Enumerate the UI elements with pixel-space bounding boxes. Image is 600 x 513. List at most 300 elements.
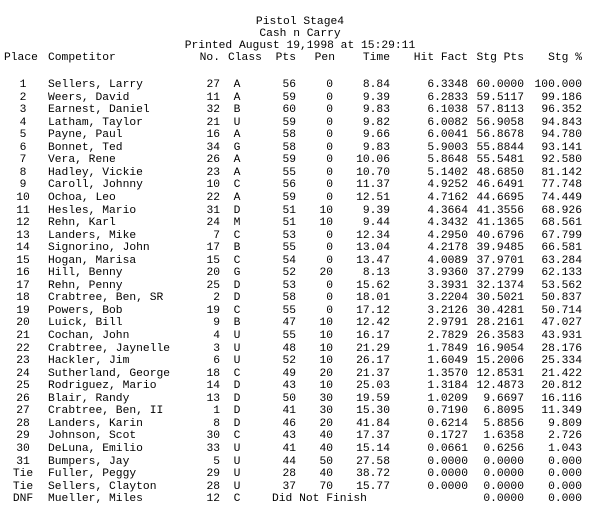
competitor-cell: Fuller, Peggy — [48, 468, 137, 481]
competitor-cell: Hackler, Jim — [48, 355, 130, 368]
stage-points-cell: 6.8095 — [483, 405, 524, 418]
hit-factor-cell: 4.2178 — [427, 242, 468, 255]
col-hit-fact: Hit Fact — [413, 52, 468, 64]
time-cell: 19.59 — [356, 392, 390, 405]
hit-factor-cell: 3.2204 — [427, 292, 468, 305]
competitor-cell: Rehn, Karl — [48, 217, 116, 230]
table-row — [0, 456, 600, 469]
table-row — [0, 255, 600, 268]
table-row — [0, 267, 600, 280]
place-cell: 30 — [16, 442, 30, 455]
table-row — [0, 405, 600, 418]
points-cell: 37 — [282, 480, 296, 493]
points-cell: 59 — [282, 91, 296, 104]
class-cell: U — [233, 355, 241, 368]
stage-percent-cell: 21.422 — [541, 367, 582, 380]
hit-factor-cell: 1.3184 — [427, 380, 468, 393]
competitor-cell: Mueller, Miles — [48, 493, 143, 506]
stage-points-cell: 1.6358 — [483, 430, 524, 443]
time-cell: 8.84 — [362, 79, 390, 91]
place-cell: 5 — [19, 129, 27, 142]
points-cell: 49 — [282, 367, 296, 380]
competitor-cell: Bonnet, Ted — [48, 141, 123, 154]
place-cell: 10 — [16, 191, 30, 204]
stage-points-cell: 55.8844 — [476, 141, 524, 154]
table-row — [0, 330, 600, 343]
hit-factor-cell: 5.1402 — [427, 166, 468, 179]
place-cell: 23 — [16, 355, 30, 368]
points-cell: 54 — [282, 254, 296, 267]
points-cell: 44 — [282, 455, 296, 468]
stage-points-cell: 41.3556 — [476, 204, 524, 217]
penalty-cell: 0 — [326, 129, 333, 142]
points-cell: 59 — [282, 154, 296, 167]
number-cell: 2 — [213, 292, 220, 305]
time-cell: 8.13 — [362, 267, 390, 280]
number-cell: 34 — [206, 141, 220, 154]
points-cell: 58 — [282, 129, 296, 142]
competitor-cell: Sellers, Larry — [48, 79, 143, 91]
class-cell: C — [233, 179, 241, 192]
class-cell: A — [233, 129, 241, 142]
place-cell: 7 — [19, 154, 27, 167]
time-cell: 16.17 — [356, 330, 390, 342]
number-cell: 24 — [206, 217, 220, 230]
penalty-cell: 20 — [319, 367, 333, 380]
points-cell: 43 — [282, 380, 296, 393]
stage-percent-cell: 11.349 — [541, 405, 582, 418]
stage-percent-cell: 96.352 — [541, 104, 582, 117]
stage-points-cell: 46.6491 — [476, 179, 524, 192]
competitor-cell: Vera, Rene — [48, 154, 116, 167]
hit-factor-cell: 1.7849 — [427, 342, 468, 355]
stage-percent-cell: 0.000 — [548, 480, 582, 493]
class-cell: D — [233, 380, 241, 393]
hit-factor-cell: 2.9791 — [427, 317, 468, 330]
penalty-cell: 50 — [319, 455, 333, 468]
stage-percent-cell: 0.000 — [548, 493, 582, 506]
stage-percent-cell: 81.142 — [541, 166, 582, 179]
place-cell: 1 — [19, 79, 27, 91]
stage-percent-cell: 25.334 — [541, 355, 582, 368]
number-cell: 15 — [206, 254, 220, 267]
penalty-cell: 10 — [319, 217, 333, 230]
place-cell: 24 — [16, 367, 30, 380]
time-cell: 12.51 — [356, 191, 390, 204]
stage-points-cell: 0.0000 — [483, 455, 524, 468]
penalty-cell: 0 — [326, 154, 333, 167]
class-cell: U — [233, 455, 241, 468]
table-row — [0, 192, 600, 205]
hit-factor-cell: 4.2950 — [427, 229, 468, 242]
stage-points-cell: 55.5481 — [476, 154, 524, 167]
class-cell: C — [233, 229, 241, 242]
competitor-cell: Hadley, Vickie — [48, 166, 143, 179]
hit-factor-cell: 0.0000 — [427, 480, 468, 493]
competitor-cell: DeLuna, Emilio — [48, 442, 143, 455]
points-cell: 53 — [282, 279, 296, 292]
points-cell: 51 — [282, 217, 296, 230]
hit-factor-cell: 4.3432 — [427, 217, 468, 230]
penalty-cell: 0 — [326, 191, 333, 204]
table-row — [0, 129, 600, 142]
points-cell: 55 — [282, 304, 296, 317]
class-cell: G — [233, 267, 241, 280]
time-cell: 10.70 — [356, 166, 390, 179]
number-cell: 22 — [206, 191, 220, 204]
time-cell: 18.01 — [356, 292, 390, 305]
stage-points-cell: 9.6697 — [483, 392, 524, 405]
stage-points-cell: 16.9054 — [476, 342, 524, 355]
stage-percent-cell: 66.581 — [541, 242, 582, 255]
stage-percent-cell: 9.809 — [548, 417, 582, 430]
time-cell: 27.58 — [356, 455, 390, 468]
stage-points-cell: 0.0000 — [483, 480, 524, 493]
competitor-cell: Cochan, John — [48, 330, 130, 342]
points-cell: 48 — [282, 342, 296, 355]
points-cell: 52 — [282, 355, 296, 368]
points-cell: 28 — [282, 468, 296, 481]
competitor-cell: Earnest, Daniel — [48, 104, 150, 117]
hit-factor-cell: 0.0000 — [427, 468, 468, 481]
time-cell: 15.77 — [356, 480, 390, 493]
stage-points-cell: 30.4281 — [476, 304, 524, 317]
competitor-cell: Crabtree, Ben, SR — [48, 292, 164, 305]
number-cell: 27 — [206, 79, 220, 91]
hit-factor-cell: 0.6214 — [427, 417, 468, 430]
hit-factor-cell: 2.7829 — [427, 330, 468, 342]
number-cell: 5 — [213, 455, 220, 468]
hit-factor-cell: 6.0041 — [427, 129, 468, 142]
competitor-cell: Hill, Benny — [48, 267, 123, 280]
class-cell: A — [233, 166, 241, 179]
place-cell: 28 — [16, 417, 30, 430]
hit-factor-cell: 3.2126 — [427, 304, 468, 317]
points-cell: 60 — [282, 104, 296, 117]
table-row — [0, 443, 600, 456]
table-row — [0, 217, 600, 230]
table-row — [0, 343, 600, 356]
hit-factor-cell: 6.2833 — [427, 91, 468, 104]
stage-percent-cell: 0.000 — [548, 468, 582, 481]
place-cell: 21 — [16, 330, 30, 342]
table-row — [0, 117, 600, 130]
competitor-cell: Rodriguez, Mario — [48, 380, 157, 393]
competitor-cell: Crabtree, Ben, II — [48, 405, 164, 418]
points-cell: 59 — [282, 191, 296, 204]
col-stg-pts: Stg Pts — [476, 52, 524, 64]
place-cell: 20 — [16, 317, 30, 330]
class-cell: U — [233, 480, 241, 493]
number-cell: 18 — [206, 367, 220, 380]
stage-percent-cell: 94.843 — [541, 116, 582, 129]
class-cell: D — [233, 392, 241, 405]
time-cell: 13.47 — [356, 254, 390, 267]
hit-factor-cell: 4.9252 — [427, 179, 468, 192]
hit-factor-cell: 3.3931 — [427, 279, 468, 292]
place-cell: 14 — [16, 242, 30, 255]
competitor-cell: Crabtree, Jaynelle — [48, 342, 171, 355]
competitor-cell: Luick, Bill — [48, 317, 123, 330]
stage-points-cell: 56.9058 — [476, 116, 524, 129]
stage-percent-cell: 50.837 — [541, 292, 582, 305]
penalty-cell: 0 — [326, 304, 333, 317]
number-cell: 29 — [206, 468, 220, 481]
class-cell: B — [233, 104, 241, 117]
competitor-cell: Powers, Bob — [48, 304, 123, 317]
class-cell: U — [233, 342, 241, 355]
place-cell: 15 — [16, 254, 30, 267]
time-cell: 9.82 — [362, 116, 390, 129]
col-competitor: Competitor — [48, 52, 116, 64]
hit-factor-cell: 0.0661 — [427, 442, 468, 455]
points-cell: 55 — [282, 330, 296, 342]
place-cell: 31 — [16, 455, 30, 468]
class-cell: D — [233, 292, 241, 305]
number-cell: 4 — [213, 330, 220, 342]
stage-percent-cell: 63.284 — [541, 254, 582, 267]
stage-points-cell: 0.0000 — [483, 493, 524, 506]
stage-percent-cell: 53.562 — [541, 279, 582, 292]
stage-subtitle: Cash n Carry — [259, 28, 341, 40]
stage-percent-cell: 92.580 — [541, 154, 582, 167]
table-row — [0, 380, 600, 393]
time-cell: 9.83 — [362, 141, 390, 154]
place-cell: 11 — [16, 204, 30, 217]
class-cell: B — [233, 317, 241, 330]
class-cell: C — [233, 367, 241, 380]
stage-points-cell: 28.2161 — [476, 317, 524, 330]
hit-factor-cell: 6.1038 — [427, 104, 468, 117]
competitor-cell: Signorino, John — [48, 242, 150, 255]
time-cell: 9.83 — [362, 104, 390, 117]
number-cell: 13 — [206, 392, 220, 405]
stage-points-cell: 0.0000 — [483, 468, 524, 481]
penalty-cell: 30 — [319, 405, 333, 418]
penalty-cell: 40 — [319, 442, 333, 455]
table-row — [0, 468, 600, 481]
number-cell: 9 — [213, 317, 220, 330]
status-note: Did Not Finish — [272, 493, 367, 506]
stage-points-cell: 15.2006 — [476, 355, 524, 368]
hit-factor-cell: 4.0089 — [427, 254, 468, 267]
place-cell: DNF — [12, 493, 34, 506]
hit-factor-cell: 5.9003 — [427, 141, 468, 154]
table-row — [0, 481, 600, 494]
col-place: Place — [4, 52, 38, 64]
col-pts: Pts — [275, 52, 296, 64]
penalty-cell: 10 — [319, 355, 333, 368]
points-cell: 41 — [282, 442, 296, 455]
table-row — [0, 154, 600, 167]
hit-factor-cell: 1.0209 — [427, 392, 468, 405]
points-cell: 59 — [282, 116, 296, 129]
place-cell: 18 — [16, 292, 30, 305]
number-cell: 31 — [206, 204, 220, 217]
stage-points-cell: 57.8113 — [476, 104, 524, 117]
penalty-cell: 0 — [326, 141, 333, 154]
stage-points-cell: 32.1374 — [476, 279, 524, 292]
stage-points-cell: 59.5117 — [476, 91, 524, 104]
table-row — [0, 368, 600, 381]
penalty-cell: 10 — [319, 380, 333, 393]
stage-percent-cell: 50.714 — [541, 304, 582, 317]
col-no: No. — [199, 52, 220, 64]
points-cell: 41 — [282, 405, 296, 418]
stage-points-cell: 60.0000 — [476, 79, 524, 91]
col-class: Class — [228, 52, 262, 64]
table-row — [0, 305, 600, 318]
table-row — [0, 205, 600, 218]
table-row — [0, 179, 600, 192]
class-cell: A — [233, 191, 241, 204]
time-cell: 12.42 — [356, 317, 390, 330]
penalty-cell: 0 — [326, 79, 333, 91]
stage-points-cell: 40.6796 — [476, 229, 524, 242]
penalty-cell: 20 — [319, 417, 333, 430]
stage-points-cell: 48.6850 — [476, 166, 524, 179]
penalty-cell: 30 — [319, 392, 333, 405]
penalty-cell: 0 — [326, 104, 333, 117]
place-cell: 22 — [16, 342, 30, 355]
competitor-cell: Caroll, Johnny — [48, 179, 143, 192]
place-cell: 3 — [19, 104, 27, 117]
class-cell: C — [233, 254, 241, 267]
stage-percent-cell: 74.449 — [541, 191, 582, 204]
competitor-cell: Rehn, Penny — [48, 279, 123, 292]
penalty-cell: 10 — [319, 342, 333, 355]
class-cell: C — [233, 430, 241, 443]
stage-percent-cell: 16.116 — [541, 392, 582, 405]
place-cell: 19 — [16, 304, 30, 317]
stage-points-cell: 44.6695 — [476, 191, 524, 204]
time-cell: 13.04 — [356, 242, 390, 255]
place-cell: 16 — [16, 267, 30, 280]
place-cell: 29 — [16, 430, 30, 443]
competitor-cell: Payne, Paul — [48, 129, 123, 142]
place-cell: 9 — [19, 179, 27, 192]
points-cell: 47 — [282, 317, 296, 330]
time-cell: 15.62 — [356, 279, 390, 292]
place-cell: 4 — [19, 116, 27, 129]
competitor-cell: Hogan, Marisa — [48, 254, 137, 267]
table-row — [0, 167, 600, 180]
number-cell: 21 — [206, 116, 220, 129]
competitor-cell: Blair, Randy — [48, 392, 130, 405]
class-cell: U — [233, 330, 241, 342]
number-cell: 12 — [206, 493, 220, 506]
printed-timestamp: Printed August 19,1998 at 15:29:11 — [184, 40, 416, 52]
place-cell: 13 — [16, 229, 30, 242]
points-cell: 53 — [282, 229, 296, 242]
hit-factor-cell: 6.3348 — [427, 79, 468, 91]
number-cell: 3 — [213, 342, 220, 355]
points-cell: 55 — [282, 242, 296, 255]
penalty-cell: 0 — [326, 242, 333, 255]
stage-percent-cell: 1.043 — [548, 442, 582, 455]
table-row — [0, 230, 600, 243]
number-cell: 20 — [206, 267, 220, 280]
hit-factor-cell: 1.6049 — [427, 355, 468, 368]
number-cell: 17 — [206, 242, 220, 255]
class-cell: D — [233, 204, 241, 217]
competitor-cell: Sutherland, George — [48, 367, 171, 380]
hit-factor-cell: 0.1727 — [427, 430, 468, 443]
competitor-cell: Sellers, Clayton — [48, 480, 157, 493]
hit-factor-cell: 4.7162 — [427, 191, 468, 204]
table-row — [0, 393, 600, 406]
class-cell: B — [233, 242, 241, 255]
place-cell: 12 — [16, 217, 30, 230]
hit-factor-cell: 3.9360 — [427, 267, 468, 280]
table-row — [0, 355, 600, 368]
stage-points-cell: 26.3583 — [476, 330, 524, 342]
column-header-row — [0, 52, 600, 65]
penalty-cell: 0 — [326, 292, 333, 305]
points-cell: 55 — [282, 166, 296, 179]
points-cell: 58 — [282, 292, 296, 305]
class-cell: U — [233, 442, 241, 455]
time-cell: 25.03 — [356, 380, 390, 393]
stage-points-cell: 39.9485 — [476, 242, 524, 255]
col-pen: Pen — [314, 52, 335, 64]
competitor-cell: Bumpers, Jay — [48, 455, 130, 468]
place-cell: Tie — [12, 480, 34, 493]
place-cell: 27 — [16, 405, 30, 418]
table-row — [0, 104, 600, 117]
stage-percent-cell: 28.176 — [541, 342, 582, 355]
stage-points-cell: 37.2799 — [476, 267, 524, 280]
penalty-cell: 40 — [319, 430, 333, 443]
stage-points-cell: 5.8856 — [483, 417, 524, 430]
hit-factor-cell: 4.3664 — [427, 204, 468, 217]
points-cell: 52 — [282, 267, 296, 280]
stage-percent-cell: 68.926 — [541, 204, 582, 217]
points-cell: 56 — [282, 79, 296, 91]
class-cell: A — [233, 79, 241, 91]
place-cell: 6 — [19, 141, 27, 154]
table-row — [0, 280, 600, 293]
points-cell: 46 — [282, 417, 296, 430]
stage-percent-cell: 68.561 — [541, 217, 582, 230]
time-cell: 21.29 — [356, 342, 390, 355]
table-row — [0, 418, 600, 431]
competitor-cell: Johnson, Scot — [48, 430, 137, 443]
competitor-cell: Hesles, Mario — [48, 204, 137, 217]
table-row — [0, 79, 600, 92]
number-cell: 16 — [206, 129, 220, 142]
class-cell: A — [233, 91, 241, 104]
time-cell: 26.17 — [356, 355, 390, 368]
time-cell: 38.72 — [356, 468, 390, 481]
time-cell: 41.84 — [356, 417, 390, 430]
number-cell: 28 — [206, 480, 220, 493]
class-cell: C — [233, 304, 241, 317]
competitor-cell: Landers, Karin — [48, 417, 143, 430]
time-cell: 9.39 — [362, 204, 390, 217]
penalty-cell: 70 — [319, 480, 333, 493]
stage-percent-cell: 62.133 — [541, 267, 582, 280]
number-cell: 32 — [206, 104, 220, 117]
col-time: Time — [362, 52, 390, 64]
class-cell: U — [233, 116, 241, 129]
class-cell: A — [233, 154, 241, 167]
time-cell: 15.30 — [356, 405, 390, 418]
number-cell: 8 — [213, 417, 220, 430]
number-cell: 14 — [206, 380, 220, 393]
time-cell: 10.06 — [356, 154, 390, 167]
points-cell: 50 — [282, 392, 296, 405]
